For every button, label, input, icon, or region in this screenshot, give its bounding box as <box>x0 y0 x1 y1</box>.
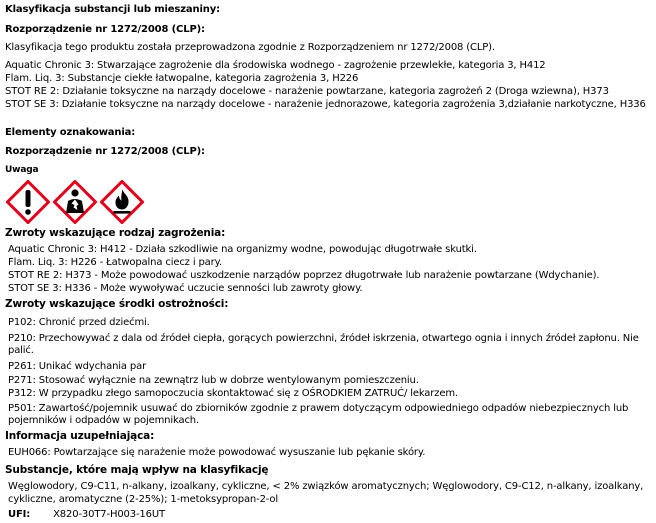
substances-heading: Substancje, które mają wpływ na klasyfikację <box>5 464 269 476</box>
precaution-line: P102: Chronić przed dziećmi. <box>8 317 150 328</box>
ufi-value: X820-30T7-H003-16UT <box>53 509 165 520</box>
ghs-pictograms <box>6 180 144 224</box>
labelling-heading: Elementy oznakowania: <box>5 127 136 138</box>
hazard-line: STOT RE 2: H373 - Może powodować uszkodzenie narządów poprzez długotrwałe lub narażenie powtarzane (Wdychanie). <box>8 270 600 281</box>
classification-heading: Klasyfikacja substancji lub mieszaniny: <box>5 4 220 15</box>
substances-line: cykliczne, aromatyczne (2-25%); 1-metoksypropan-2-ol <box>8 494 279 505</box>
classification-intro: Klasyfikacja tego produktu została przeprowadzona zgodnie z Rozporządzeniem nr 1272/2008 (CLP). <box>5 42 495 53</box>
ufi-row <box>8 509 165 521</box>
labelling-regulation: Rozporządzenie nr 1272/2008 (CLP): <box>5 146 205 157</box>
hazard-line: STOT SE 3: H336 - Może wywoływać uczucie senności lub zawroty głowy. <box>8 283 363 294</box>
precaution-line: P261: Unikać wdychania par <box>8 361 147 372</box>
classification-line: STOT SE 3: Działanie toksyczne na narządy docelowe - narażenie jednorazowe, kategoria zagrożenia 3,działanie narkotyczne, H336 <box>5 99 646 110</box>
precaution-heading: Zwroty wskazujące środki ostrożności: <box>5 298 229 310</box>
substances-line: Węglowodory, C9-C11, n-alkany, izoalkany, cykliczne, < 2% związków aromatycznych; Węglowodory, C9-C12, n-alkany, izoalkany, <box>8 481 644 492</box>
supplementary-heading: Informacja uzupełniająca: <box>5 430 155 442</box>
classification-line: Aquatic Chronic 3: Stwarzające zagrożenie dla środowiska wodnego - zagrożenie przewlekłe, kategoria 3, H412 <box>5 60 546 71</box>
supplementary-line: EUH066: Powtarzające się narażenie może powodować wysuszanie lub pękanie skóry. <box>8 447 426 458</box>
classification-line: STOT RE 2: Działanie toksyczne na narządy docelowe - narażenie powtarzane, kategoria zagrożeń 2 (Droga wziewna), H373 <box>5 86 609 97</box>
precaution-line: palić. <box>8 345 34 356</box>
ufi-label: UFI: <box>8 509 31 520</box>
health-hazard-icon <box>53 180 97 224</box>
precaution-line: P312: W przypadku złego samopoczucia skontaktować się z OŚRODKIEM ZATRUĆ/ lekarzem. <box>8 388 458 399</box>
precaution-line: pojemników i odpadów w pojemnikach. <box>8 415 200 426</box>
precaution-line: P271: Stosować wyłącznie na zewnątrz lub w dobrze wentylowanym pomieszczeniu. <box>8 375 419 386</box>
hazard-heading: Zwroty wskazujące rodzaj zagrożenia: <box>5 227 226 239</box>
precaution-line: P210: Przechowywać z dala od źródeł ciepła, gorących powierzchni, źródeł iskrzenia, otwartego ognia i innych źródeł zapłonu. Nie <box>8 333 639 344</box>
precaution-line: P501: Zawartość/pojemnik usuwać do zbiorników zgodnie z prawem dotyczącym odpowiedniego odpadów niebezpiecznych lub <box>8 403 629 414</box>
hazard-line: Aquatic Chronic 3: H412 - Działa szkodliwie na organizmy wodne, powodując długotrwałe skutki. <box>8 244 477 255</box>
classification-regulation: Rozporządzenie nr 1272/2008 (CLP): <box>5 24 205 35</box>
exclamation-mark-icon <box>6 180 50 224</box>
flame-icon <box>100 180 144 224</box>
classification-line: Flam. Liq. 3: Substancje ciekłe łatwopalne, kategoria zagrożenia 3, H226 <box>5 73 359 84</box>
hazard-line: Flam. Liq. 3: H226 - Łatwopalna ciecz i pary. <box>8 257 222 268</box>
signal-word: Uwaga <box>5 165 39 175</box>
